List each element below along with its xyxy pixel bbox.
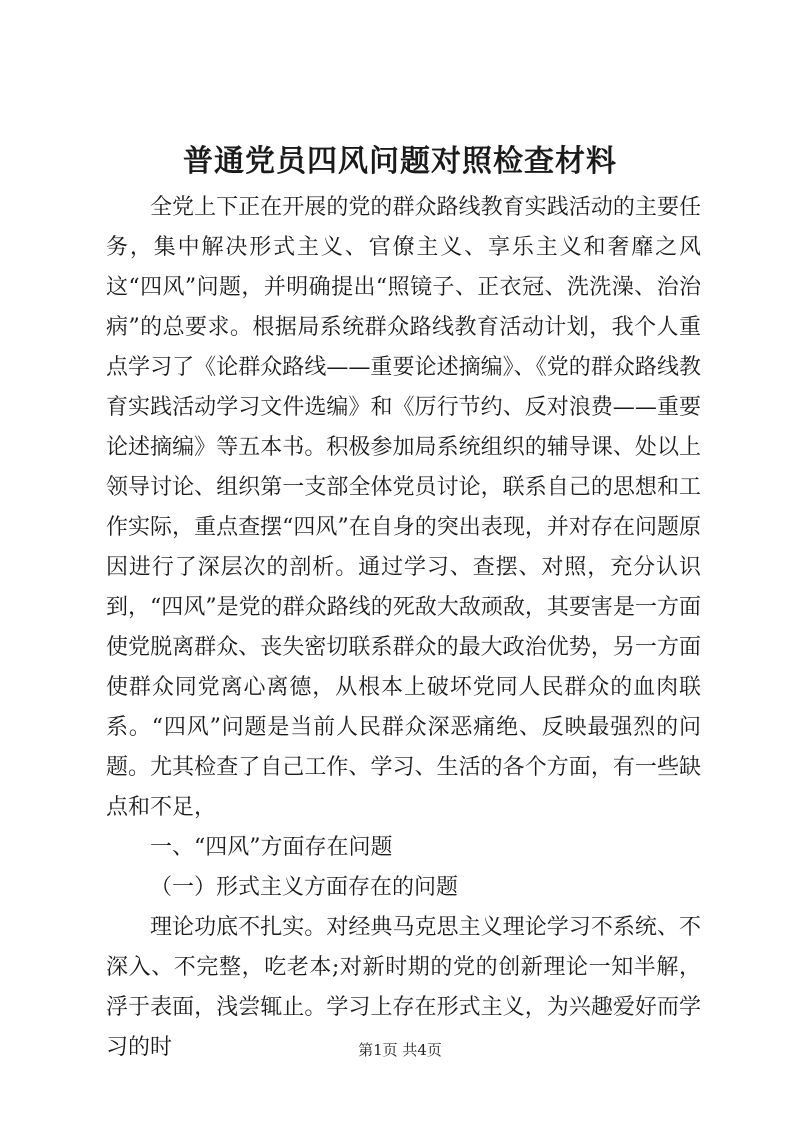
intro-paragraph: 全党上下正在开展的党的群众路线教育实践活动的主要任务，集中解决形式主义、官僚主义、享乐主义和奢靡之风这“四风”问题，并明确提出“照镜子、正衣冠、洗洗澡、治治病”的总要求。根据局系统群众路线教育活动计划，我个人重点学习了《论群众路线——重要论述摘编》、《党的群众路线教育实践活动学习文件选编》和《厉行节约、反对浪费——重要论述摘编》等五本书。积极参加局系统组织的辅导课、处以上领导讨论、组织第一支部全体党员讨论，联系自己的思想和工作实际，重点查摆“四风”在自身的突出表现，并对存在问题原因进行了深层次的剖析。通过学习、查摆、对照，充分认识到，“四风”是党的群众路线的死敌大敌顽敌，其要害是一方面使党脱离群众、丧失密切联系群众的最大政治优势，另一方面使群众同党离心离德，从根本上破坏党同人民群众的血肉联系。“四风”问题是当前人民群众深恶痛绝、反映最强烈的问题。尤其检查了自己工作、学习、生活的各个方面，有一些缺点和不足， (106, 195, 701, 820)
subsection-heading-formalism: （一）形式主义方面存在的问题 (150, 875, 459, 900)
document-title: 普通党员四风问题对照检查材料 (183, 144, 617, 179)
section-heading-four-winds: 一、“四风”方面存在问题 (150, 835, 393, 860)
document-body (106, 188, 701, 1068)
theory-paragraph: 理论功底不扎实。对经典马克思主义理论学习不系统、不深入、不完整，吃老本;对新时期的党的创新理论一知半解，浮于表面，浅尝辄止。学习上存在形式主义，为兴趣爱好而学习的时 (106, 915, 701, 1060)
page-footer: 第1页 共4页 (358, 1041, 442, 1059)
